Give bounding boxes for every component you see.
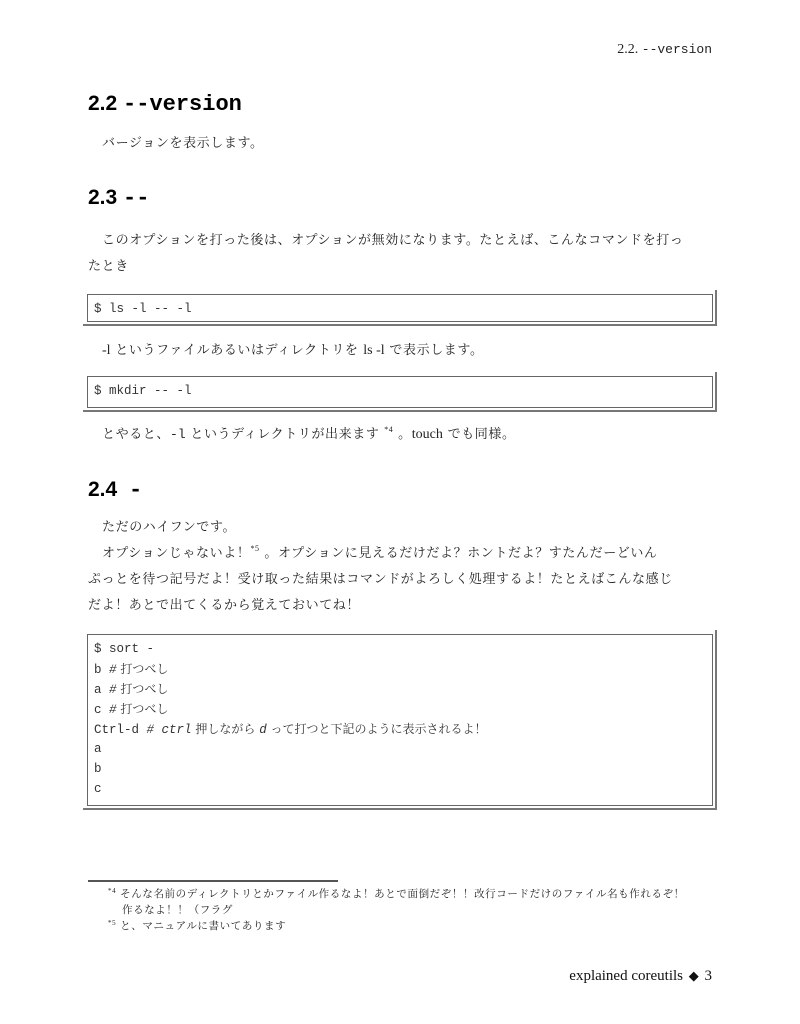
code-line: $ sort -	[94, 642, 155, 656]
code-block-shadow	[83, 324, 717, 326]
code-line: a	[94, 742, 102, 756]
running-header	[617, 42, 712, 58]
paragraph-double-dash-intro	[88, 228, 716, 280]
code-block-sort	[83, 634, 717, 810]
inline-text: とやると、	[102, 427, 171, 442]
code-block-shadow	[715, 630, 717, 810]
paragraph-line: このオプションを打った後は、オプションが無効になります。たとえば、こんなコマンドを打っ	[102, 233, 684, 248]
paragraph-after-mkdir	[88, 422, 716, 448]
book-title: explained coreutils	[569, 968, 683, 984]
code-line: b # 打つべし	[94, 662, 169, 677]
code-line: a # 打つべし	[94, 682, 169, 697]
section-title: --version	[123, 92, 242, 117]
inline-text: というディレクトリが出来ます	[185, 427, 385, 442]
paragraph-hyphen	[88, 515, 716, 619]
footnote-text: そんな名前のディレクトリとかファイル作るなよ！あとで面倒だぞ！！改行コードだけのファイル名も作れるぞ！	[116, 888, 685, 900]
code-line: c # 打つべし	[94, 702, 169, 717]
section-number: 2.3	[88, 186, 118, 209]
code-block-body	[87, 634, 713, 806]
code-block-ls	[83, 294, 717, 326]
section-title: --	[123, 186, 150, 211]
inline-text: touch	[411, 427, 443, 442]
paragraph-line: 。オプションに見えるだけだよ？ホントだよ？すたんだーどいん	[259, 546, 658, 561]
footnote-marker: *5	[108, 919, 117, 927]
paragraph-line: オプションじゃないよ！	[102, 546, 251, 561]
footnote-ref-4[interactable]: *4	[384, 425, 394, 434]
section-heading-2-4	[88, 478, 142, 503]
section-heading-2-2	[88, 92, 242, 117]
paragraph-text: バージョンを表示します。	[102, 136, 264, 151]
page-footer	[569, 968, 712, 985]
footnote-text: と、マニュアルに書いてあります	[116, 920, 287, 932]
paragraph-line: ただのハイフンです。	[102, 520, 237, 535]
section-number: 2.2	[88, 92, 118, 115]
code-block-shadow	[83, 808, 717, 810]
inline-text: でも同様。	[442, 427, 516, 442]
inline-code: -l	[170, 427, 186, 442]
footnote-marker: *4	[108, 887, 117, 895]
inline-text: 。	[393, 427, 412, 442]
inline-text: で表示します。	[384, 343, 484, 358]
paragraph-line: だよ！あとで出てくるから覚えておいてね！	[88, 598, 361, 613]
paragraph-version	[88, 131, 716, 157]
footnote-ref-5[interactable]: *5	[250, 544, 260, 553]
footnote-5	[108, 918, 720, 934]
section-heading-2-3	[88, 186, 149, 211]
running-header-section-title: --version	[641, 42, 712, 57]
running-header-section-number: 2.2.	[617, 42, 639, 57]
code-line: c	[94, 782, 102, 796]
code-block-body	[87, 376, 713, 408]
paragraph-line: ぷっとを待つ記号だよ！受け取った結果はコマンドがよろしく処理するよ！たとえばこんな感じ	[88, 572, 673, 587]
page-number: 3	[704, 968, 712, 984]
code-line: $ ls -l -- -l	[94, 302, 192, 316]
paragraph-line: たとき	[88, 259, 129, 274]
footnote-text: 作るなよ！！（フラグ	[122, 904, 233, 916]
code-line: Ctrl-d # ctrl 押しながら d って打つと下記のように表示されるよ！	[94, 722, 487, 737]
code-line: $ mkdir -- -l	[94, 384, 192, 398]
footnote-rule	[88, 880, 338, 882]
inline-text: ls -l	[363, 343, 385, 358]
diamond-icon: ◆	[688, 968, 699, 983]
code-line: b	[94, 762, 102, 776]
section-number: 2.4	[88, 478, 118, 501]
code-block-shadow	[715, 372, 717, 412]
inline-text: -l	[102, 343, 111, 358]
code-block-mkdir	[83, 376, 717, 412]
code-block-shadow	[715, 290, 717, 326]
footnote-4	[108, 886, 720, 918]
inline-text: というファイルあるいはディレクトリを	[110, 343, 364, 358]
code-block-shadow	[83, 410, 717, 412]
paragraph-after-ls	[88, 338, 716, 364]
code-block-body	[87, 294, 713, 322]
section-title: -	[129, 478, 143, 503]
